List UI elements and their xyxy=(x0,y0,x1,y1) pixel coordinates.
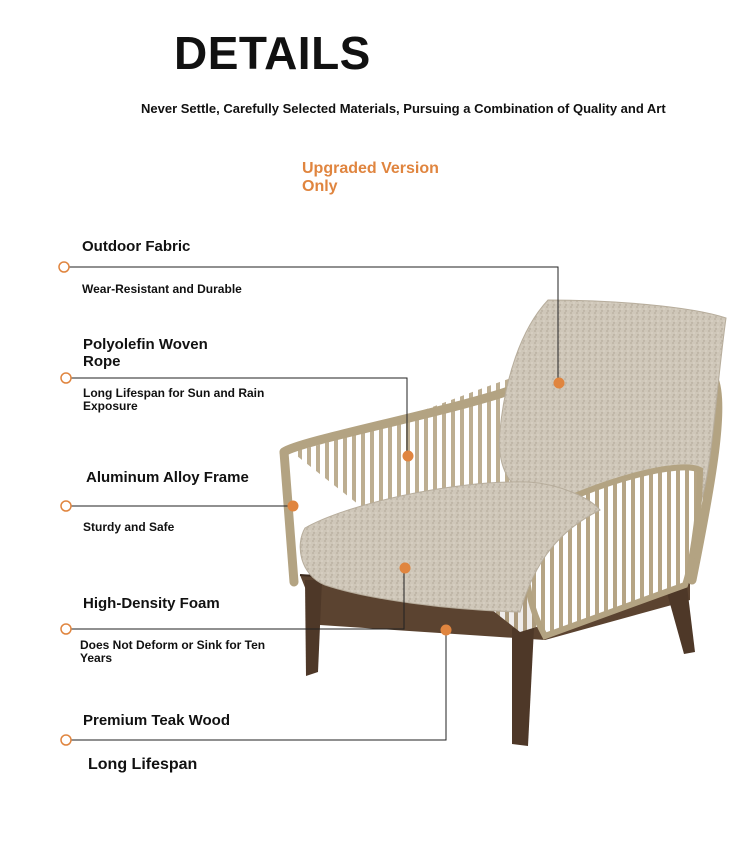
marker-start-woven-rope xyxy=(61,373,71,383)
marker-start-foam xyxy=(61,624,71,634)
feature-desc-teak-wood: Long Lifespan xyxy=(88,756,198,773)
feature-name-teak-wood: Premium Teak Wood xyxy=(83,712,230,729)
feature-desc-foam: Does Not Deform or Sink for Ten Years xyxy=(80,638,266,665)
feature-name-woven-rope: Polyolefin Woven Rope xyxy=(83,336,208,370)
feature-name-foam: High-Density Foam xyxy=(83,595,220,612)
feature-name-outdoor-fabric: Outdoor Fabric xyxy=(82,238,191,255)
feature-desc-woven-rope: Long Lifespan for Sun and Rain Exposure xyxy=(83,386,265,413)
marker-end-teak xyxy=(441,625,452,636)
marker-start-teak xyxy=(61,735,71,745)
page-subtitle: Never Settle, Carefully Selected Materials, Pursuing a Combination of Quality and Art xyxy=(141,101,666,116)
marker-start-outdoor-fabric xyxy=(59,262,69,272)
marker-end-woven-rope xyxy=(403,451,414,462)
marker-end-alloy-frame xyxy=(288,501,299,512)
feature-desc-alloy-frame: Sturdy and Safe xyxy=(83,520,175,534)
marker-end-outdoor-fabric xyxy=(554,378,565,389)
upgraded-version-badge: Upgraded Version Only xyxy=(302,160,439,195)
marker-start-alloy-frame xyxy=(61,501,71,511)
feature-desc-outdoor-fabric: Wear-Resistant and Durable xyxy=(82,282,242,296)
feature-name-alloy-frame: Aluminum Alloy Frame xyxy=(86,469,249,486)
marker-end-foam xyxy=(400,563,411,574)
page-title: DETAILS xyxy=(174,27,371,79)
